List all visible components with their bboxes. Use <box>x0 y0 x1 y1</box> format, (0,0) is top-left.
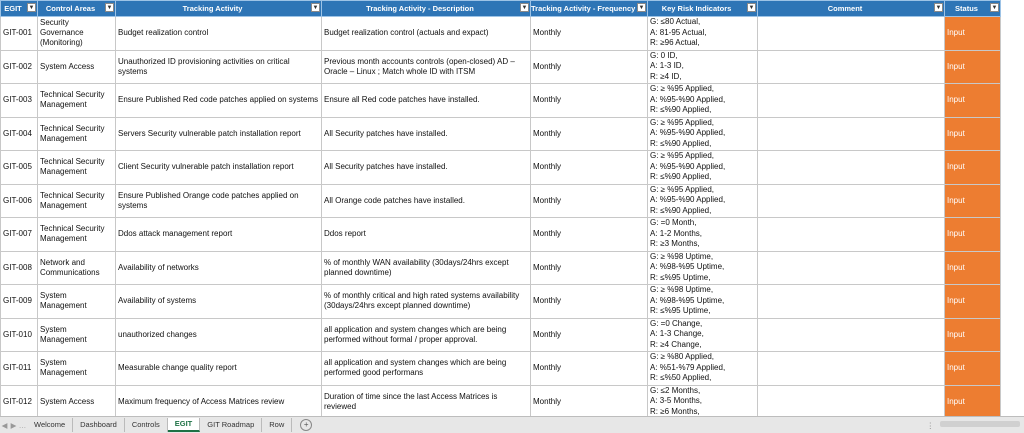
kri-line: A: 1-3 ID, <box>650 61 684 70</box>
cell-egit-id[interactable]: GIT-007 <box>1 218 38 252</box>
cell-tracking-activity[interactable]: Client Security vulnerable patch installation report <box>116 151 322 185</box>
header-label: Status <box>955 4 978 13</box>
cell-description[interactable]: all application and system changes which are being performed good performans <box>322 352 531 386</box>
cell-control-area[interactable]: System Management <box>38 318 116 352</box>
cell-comment[interactable] <box>758 84 945 118</box>
cell-control-area[interactable]: Technical Security Management <box>38 184 116 218</box>
cell-status[interactable]: Input <box>945 318 1001 352</box>
cell-kri[interactable] <box>648 117 758 151</box>
cell-control-area[interactable]: Technical Security Management <box>38 117 116 151</box>
filter-dropdown-icon[interactable]: ▼ <box>638 5 645 11</box>
cell-kri[interactable] <box>648 352 758 386</box>
cell-control-area[interactable]: Technical Security Management <box>38 218 116 252</box>
header-status <box>945 1 1001 17</box>
cell-control-area[interactable]: Technical Security Management <box>38 84 116 118</box>
cell-tracking-activity[interactable]: Ensure Published Red code patches applied on systems <box>116 84 322 118</box>
cell-egit-id[interactable]: GIT-010 <box>1 318 38 352</box>
cell-kri[interactable] <box>648 218 758 252</box>
tab-welcome[interactable]: Welcome <box>27 418 73 432</box>
cell-comment[interactable] <box>758 218 945 252</box>
header-label: EGIT <box>4 4 22 13</box>
cell-control-area[interactable]: System Access <box>38 50 116 84</box>
cell-comment[interactable] <box>758 50 945 84</box>
cell-frequency[interactable]: Monthly <box>531 151 648 185</box>
cell-status[interactable]: Input <box>945 385 1001 419</box>
cell-kri[interactable] <box>648 17 758 51</box>
cell-status[interactable]: Input <box>945 251 1001 285</box>
cell-description[interactable]: Budget realization control (actuals and expact) <box>322 17 531 51</box>
kri-line: A: %98-%95 Uptime, <box>650 295 725 305</box>
table-row <box>1 318 1001 352</box>
tab-egit[interactable]: EGIT <box>168 418 201 432</box>
cell-egit-id[interactable]: GIT-008 <box>1 251 38 285</box>
cell-tracking-activity[interactable]: Maximum frequency of Access Matrices review <box>116 385 322 419</box>
cell-kri[interactable] <box>648 151 758 185</box>
cell-kri[interactable] <box>648 251 758 285</box>
kri-line: G: 0 ID, <box>650 50 678 60</box>
kri-line: G: ≥ %98 Uptime, <box>650 285 714 294</box>
cell-frequency[interactable]: Monthly <box>531 218 648 252</box>
cell-comment[interactable] <box>758 151 945 185</box>
kri-line: R: ≥3 Months, <box>650 239 700 248</box>
kri-line: A: %98-%95 Uptime, <box>650 262 725 271</box>
kri-line: A: %95-%90 Applied, <box>650 161 726 171</box>
cell-comment[interactable] <box>758 117 945 151</box>
kri-line: R: ≤%50 Applied, <box>650 373 712 382</box>
tab-dashboard[interactable]: Dashboard <box>73 418 125 432</box>
cell-kri[interactable] <box>648 50 758 84</box>
header-label: Tracking Activity - Description <box>366 4 474 13</box>
cell-status[interactable]: Input <box>945 352 1001 386</box>
cell-comment[interactable] <box>758 17 945 51</box>
header-label: Tracking Activity - Frequency <box>531 4 636 13</box>
cell-frequency[interactable]: Monthly <box>531 251 648 285</box>
cell-egit-id[interactable]: GIT-002 <box>1 50 38 84</box>
kri-line: G: ≤80 Actual, <box>650 17 701 26</box>
sheet-tab-bar <box>0 416 1024 433</box>
kri-line: G: ≤2 Months, <box>650 385 701 395</box>
cell-comment[interactable] <box>758 285 945 319</box>
kri-line: A: %95-%90 Applied, <box>650 128 726 137</box>
kri-line: G: =0 Month, <box>650 218 697 227</box>
kri-line: G: ≥ %98 Uptime, <box>650 251 714 261</box>
cell-egit-id[interactable]: GIT-001 <box>1 17 38 51</box>
cell-description[interactable]: All Orange code patches have installed. <box>322 184 531 218</box>
cell-tracking-activity[interactable]: Servers Security vulnerable patch installation report <box>116 117 322 151</box>
cell-control-area[interactable]: System Management <box>38 352 116 386</box>
kri-line: R: ≤%90 Applied, <box>650 138 712 148</box>
kri-line: R: ≤%95 Uptime, <box>650 272 711 282</box>
tab-row[interactable]: Row <box>262 418 292 432</box>
cell-kri[interactable] <box>648 184 758 218</box>
cell-control-area[interactable]: System Access <box>38 385 116 419</box>
table-row <box>1 385 1001 419</box>
cell-status[interactable]: Input <box>945 184 1001 218</box>
kri-line: A: 1-2 Months, <box>650 228 703 238</box>
table-row <box>1 184 1001 218</box>
kri-line: G: ≥ %95 Applied, <box>650 184 714 194</box>
cell-tracking-activity[interactable]: Measurable change quality report <box>116 352 322 386</box>
cell-description[interactable]: Ensure all Red code patches have installed. <box>322 84 531 118</box>
cell-comment[interactable] <box>758 184 945 218</box>
filter-dropdown-icon[interactable]: ▼ <box>28 5 35 11</box>
cell-frequency[interactable]: Monthly <box>531 17 648 51</box>
cell-kri[interactable] <box>648 318 758 352</box>
cell-comment[interactable] <box>758 385 945 419</box>
cell-egit-id[interactable]: GIT-005 <box>1 151 38 185</box>
filter-dropdown-icon[interactable]: ▼ <box>991 5 998 11</box>
header-label: Key Risk Indicators <box>661 4 732 13</box>
kri-line: R: ≤%90 Applied, <box>650 172 712 181</box>
cell-frequency[interactable]: Monthly <box>531 117 648 151</box>
cell-description[interactable]: all application and system changes which are being performed without formal / proper approval. <box>322 318 531 352</box>
cell-status[interactable]: Input <box>945 117 1001 151</box>
kri-line: G: ≥ %95 Applied, <box>650 84 714 93</box>
cell-comment[interactable] <box>758 352 945 386</box>
tabs-more-icon[interactable]: … <box>18 420 27 430</box>
kri-line: A: 3-5 Months, <box>650 396 703 405</box>
header-tracking-description <box>322 1 531 17</box>
kri-line: G: ≥ %80 Applied, <box>650 352 714 361</box>
cell-kri[interactable] <box>648 285 758 319</box>
cell-status[interactable]: Input <box>945 84 1001 118</box>
cell-frequency[interactable]: Monthly <box>531 385 648 419</box>
kri-line: R: ≥4 ID, <box>650 71 682 81</box>
cell-status[interactable]: Input <box>945 218 1001 252</box>
cell-control-area[interactable]: Technical Security Management <box>38 151 116 185</box>
kri-line: A: 1-3 Change, <box>650 329 704 338</box>
cell-frequency[interactable]: Monthly <box>531 285 648 319</box>
kri-line: G: ≥ %95 Applied, <box>650 117 714 127</box>
kri-line: A: %95-%90 Applied, <box>650 94 726 104</box>
table-row <box>1 218 1001 252</box>
kri-line: R: ≤%90 Applied, <box>650 105 712 114</box>
table-row <box>1 17 1001 51</box>
horizontal-scrollbar[interactable] <box>940 421 1020 427</box>
filter-dropdown-icon[interactable]: ▼ <box>748 5 755 11</box>
cell-tracking-activity[interactable]: Ddos attack management report <box>116 218 322 252</box>
table-row <box>1 117 1001 151</box>
cell-frequency[interactable]: Monthly <box>531 84 648 118</box>
cell-egit-id[interactable]: GIT-011 <box>1 352 38 386</box>
cell-status[interactable]: Input <box>945 17 1001 51</box>
cell-frequency[interactable]: Monthly <box>531 184 648 218</box>
kri-line: R: ≥4 Change, <box>650 339 702 349</box>
header-label: Tracking Activity <box>182 4 243 13</box>
tab-controls[interactable]: Controls <box>125 418 168 432</box>
kri-line: R: ≤%90 Applied, <box>650 205 712 215</box>
cell-tracking-activity[interactable]: Availability of systems <box>116 285 322 319</box>
header-tracking-activity <box>116 1 322 17</box>
cell-description[interactable]: All Security patches have installed. <box>322 117 531 151</box>
cell-status[interactable]: Input <box>945 151 1001 185</box>
tab-git-roadmap[interactable]: GIT Roadmap <box>200 418 262 432</box>
cell-description[interactable]: All Security patches have installed. <box>322 151 531 185</box>
cell-egit-id[interactable]: GIT-004 <box>1 117 38 151</box>
kri-line: G: ≥ %95 Applied, <box>650 151 714 160</box>
filter-dropdown-icon[interactable]: ▼ <box>106 5 113 11</box>
cell-kri[interactable] <box>648 84 758 118</box>
header-row <box>1 1 1001 17</box>
cell-description[interactable]: % of monthly WAN availability (30days/24hrs except planned downtime) <box>322 251 531 285</box>
table-row <box>1 251 1001 285</box>
scroll-tabs-right-icon[interactable]: ▶ <box>10 420 17 430</box>
cell-status[interactable]: Input <box>945 50 1001 84</box>
table-row <box>1 50 1001 84</box>
table-row <box>1 285 1001 319</box>
header-control-areas <box>38 1 116 17</box>
kri-line: A: 81-95 Actual, <box>650 27 707 37</box>
cell-description[interactable]: Ddos report <box>322 218 531 252</box>
cell-comment[interactable] <box>758 318 945 352</box>
filter-dropdown-icon[interactable]: ▼ <box>312 5 319 11</box>
cell-control-area[interactable]: Security Governance (Monitoring) <box>38 17 116 51</box>
cell-egit-id[interactable]: GIT-006 <box>1 184 38 218</box>
cell-description[interactable]: % of monthly critical and high rated systems availability (30days/24hrs except planned downtime) <box>322 285 531 319</box>
filter-dropdown-icon[interactable]: ▼ <box>935 5 942 11</box>
cell-tracking-activity[interactable]: Unauthorized ID provisioning activities on critical systems <box>116 50 322 84</box>
table-row <box>1 151 1001 185</box>
more-options-icon[interactable]: ⋮ <box>926 420 934 430</box>
cell-tracking-activity[interactable]: Availability of networks <box>116 251 322 285</box>
header-egit <box>1 1 38 17</box>
cell-tracking-activity[interactable]: Budget realization control <box>116 17 322 51</box>
cell-comment[interactable] <box>758 251 945 285</box>
kri-line: G: =0 Change, <box>650 318 703 328</box>
cell-frequency[interactable]: Monthly <box>531 352 648 386</box>
scroll-tabs-left-icon[interactable]: ◀ <box>1 420 8 430</box>
kri-line: R: ≥6 Months, <box>650 406 700 416</box>
cell-control-area[interactable]: System Management <box>38 285 116 319</box>
header-label: Control Areas <box>45 4 96 13</box>
filter-dropdown-icon[interactable]: ▼ <box>521 5 528 11</box>
cell-description[interactable]: Previous month accounts controls (open-closed) AD – Oracle – Linux ; Match whole ID with ITSM <box>322 50 531 84</box>
kri-line: A: %51-%79 Applied, <box>650 362 726 372</box>
cell-tracking-activity[interactable]: Ensure Published Orange code patches applied on systems <box>116 184 322 218</box>
table-row <box>1 352 1001 386</box>
kri-line: R: ≥96 Actual, <box>650 38 700 47</box>
kri-line: A: %95-%90 Applied, <box>650 195 726 204</box>
cell-control-area[interactable]: Network and Communications <box>38 251 116 285</box>
kri-line: R: ≤%95 Uptime, <box>650 306 711 315</box>
cell-status[interactable]: Input <box>945 285 1001 319</box>
cell-egit-id[interactable]: GIT-003 <box>1 84 38 118</box>
cell-frequency[interactable]: Monthly <box>531 50 648 84</box>
cell-frequency[interactable]: Monthly <box>531 318 648 352</box>
cell-description[interactable]: Duration of time since the last Access Matrices is reviewed <box>322 385 531 419</box>
header-tracking-frequency <box>531 1 648 17</box>
cell-egit-id[interactable]: GIT-012 <box>1 385 38 419</box>
header-key-risk-indicators <box>648 1 758 17</box>
cell-kri[interactable] <box>648 385 758 419</box>
header-label: Comment <box>827 4 863 13</box>
add-sheet-icon[interactable]: + <box>300 419 312 431</box>
header-comment <box>758 1 945 17</box>
cell-tracking-activity[interactable]: unauthorized changes <box>116 318 322 352</box>
cell-egit-id[interactable]: GIT-009 <box>1 285 38 319</box>
table-row <box>1 84 1001 118</box>
